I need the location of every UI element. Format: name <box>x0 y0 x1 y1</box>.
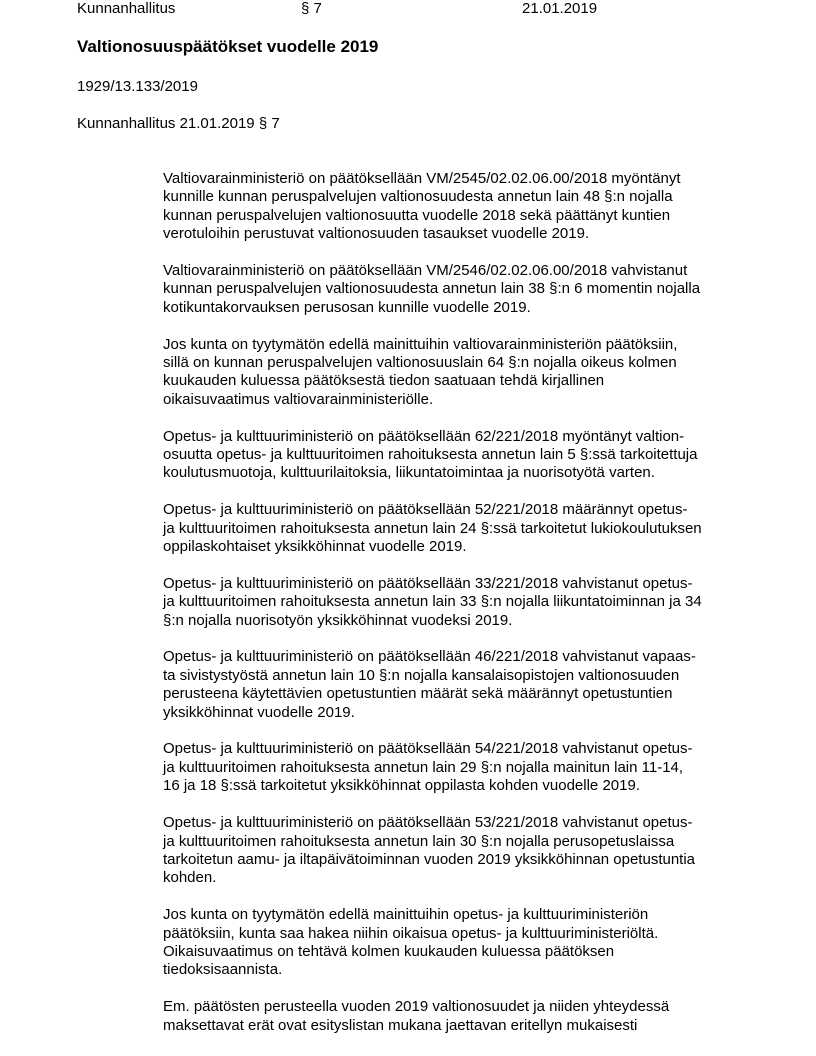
paragraph-line: koulutusmuotoja, kulttuurilaitoksia, liikuntatoimintaa ja nuorisotyötä varten. <box>163 464 655 482</box>
header-section-number: § 7 <box>301 0 322 17</box>
body-paragraph <box>163 906 753 980</box>
paragraph-line: ja kulttuuritoimen rahoituksesta annetun lain 29 §:n nojalla mainitun lain 11-14, <box>163 758 684 776</box>
paragraph-line: ja kulttuuritoimen rahoituksesta annetun lain 24 §:ssä tarkoitetut lukiokoulutuksen <box>163 519 702 537</box>
body-paragraph <box>163 336 753 410</box>
body-paragraph <box>163 170 753 244</box>
paragraph-line: Em. päätösten perusteella vuoden 2019 valtionosuudet ja niiden yhteydessä <box>163 998 670 1016</box>
paragraph-line: perusteena käytettävien opetustuntien määrät sekä määrännyt opetustuntien <box>163 685 673 703</box>
body-paragraph <box>163 740 753 795</box>
paragraph-line: kunnan peruspalvelujen valtionosuudesta annetun lain 38 §:n 6 momentin nojalla <box>163 280 701 298</box>
meeting-reference: Kunnanhallitus 21.01.2019 § 7 <box>77 115 280 132</box>
paragraph-line: kunnille kunnan peruspalvelujen valtionosuudesta annetun lain 48 §:n nojalla <box>163 188 673 206</box>
body-paragraph <box>163 575 753 630</box>
paragraph-line: Oikaisuvaatimus on tehtävä kolmen kuukauden kuluessa päätöksen <box>163 942 615 960</box>
paragraph-line: oikaisuvaatimus valtiovarainministeriölle. <box>163 390 434 408</box>
paragraph-line: kohden. <box>163 869 217 887</box>
paragraph-line: kotikuntakorvauksen perusosan kunnille vuodelle 2019. <box>163 298 531 316</box>
paragraph-line: tarkoitetun aamu- ja iltapäivätoiminnan vuoden 2019 yksikköhinnan opetustuntia <box>163 850 696 868</box>
body-paragraph <box>163 648 753 722</box>
paragraph-line: sillä on kunnan peruspalvelujen valtionosuuslain 64 §:n nojalla oikeus kolmen <box>163 354 677 372</box>
paragraph-line: Opetus- ja kulttuuriministeriö on päätöksellään 53/221/2018 vahvistanut opetus- <box>163 814 693 832</box>
paragraph-line: ja kulttuuritoimen rahoituksesta annetun lain 30 §:n nojalla perusopetuslaissa <box>163 832 675 850</box>
header-body-name: Kunnanhallitus <box>77 0 176 17</box>
paragraph-line: Opetus- ja kulttuuriministeriö on päätöksellään 52/221/2018 määrännyt opetus- <box>163 501 688 519</box>
paragraph-line: maksettavat erät ovat esityslistan mukana jaettavan eritellyn mukaisesti <box>163 1016 638 1034</box>
document-body <box>163 170 753 1053</box>
body-paragraph <box>163 428 753 483</box>
body-paragraph <box>163 998 753 1035</box>
paragraph-line: Jos kunta on tyytymätön edellä mainittuihin valtiovarainministeriön päätöksiin, <box>163 335 678 353</box>
paragraph-line: osuutta opetus- ja kulttuuritoimen rahoituksesta annetun lain 5 §:ssä tarkoitettuja <box>163 446 698 464</box>
paragraph-line: §:n nojalla nuorisotyön yksikköhinnat vuodeksi 2019. <box>163 611 513 629</box>
paragraph-line: ja kulttuuritoimen rahoituksesta annetun lain 33 §:n nojalla liikuntatoiminnan ja 34 <box>163 593 702 611</box>
paragraph-line: yksikköhinnat vuodelle 2019. <box>163 703 355 721</box>
paragraph-line: Valtiovarainministeriö on päätöksellään VM/2546/02.02.06.00/2018 vahvistanut <box>163 262 688 280</box>
paragraph-line: Valtiovarainministeriö on päätöksellään VM/2545/02.02.06.00/2018 myöntänyt <box>163 170 681 187</box>
diary-number: 1929/13.133/2019 <box>77 78 198 95</box>
paragraph-line: tiedoksisaannista. <box>163 961 283 979</box>
paragraph-line: 16 ja 18 §:ssä tarkoitetut yksikköhinnat oppilasta kohden vuodelle 2019. <box>163 777 640 795</box>
paragraph-line: Opetus- ja kulttuuriministeriö on päätöksellään 46/221/2018 vahvistanut vapaas- <box>163 648 696 666</box>
paragraph-line: kunnan peruspalvelujen valtionosuutta vuodelle 2018 sekä päättänyt kuntien <box>163 206 671 224</box>
paragraph-line: Opetus- ja kulttuuriministeriö on päätöksellään 33/221/2018 vahvistanut opetus- <box>163 574 693 592</box>
paragraph-line: Jos kunta on tyytymätön edellä mainittuihin opetus- ja kulttuuriministeriön <box>163 906 649 924</box>
paragraph-line: Opetus- ja kulttuuriministeriö on päätöksellään 54/221/2018 vahvistanut opetus- <box>163 740 693 758</box>
document-title: Valtionosuuspäätökset vuodelle 2019 <box>77 37 379 56</box>
body-paragraph <box>163 262 753 317</box>
body-paragraph <box>163 501 753 556</box>
paragraph-line: Opetus- ja kulttuuriministeriö on päätöksellään 62/221/2018 myöntänyt valtion- <box>163 427 685 445</box>
paragraph-line: verotuloihin perustuvat valtionosuuden tasaukset vuodelle 2019. <box>163 225 590 243</box>
paragraph-line: ta sivistystyöstä annetun lain 10 §:n nojalla kansalaisopistojen valtionosuuden <box>163 666 680 684</box>
paragraph-line: kuukauden kuluessa päätöksestä tiedon saatuaan tehdä kirjallinen <box>163 372 605 390</box>
paragraph-line: oppilaskohtaiset yksikköhinnat vuodelle 2019. <box>163 538 467 556</box>
header-date: 21.01.2019 <box>522 0 598 17</box>
page-header <box>0 0 816 20</box>
body-paragraph <box>163 814 753 888</box>
paragraph-line: päätöksiin, kunta saa hakea niihin oikaisua opetus- ja kulttuuriministeriöltä. <box>163 924 659 942</box>
